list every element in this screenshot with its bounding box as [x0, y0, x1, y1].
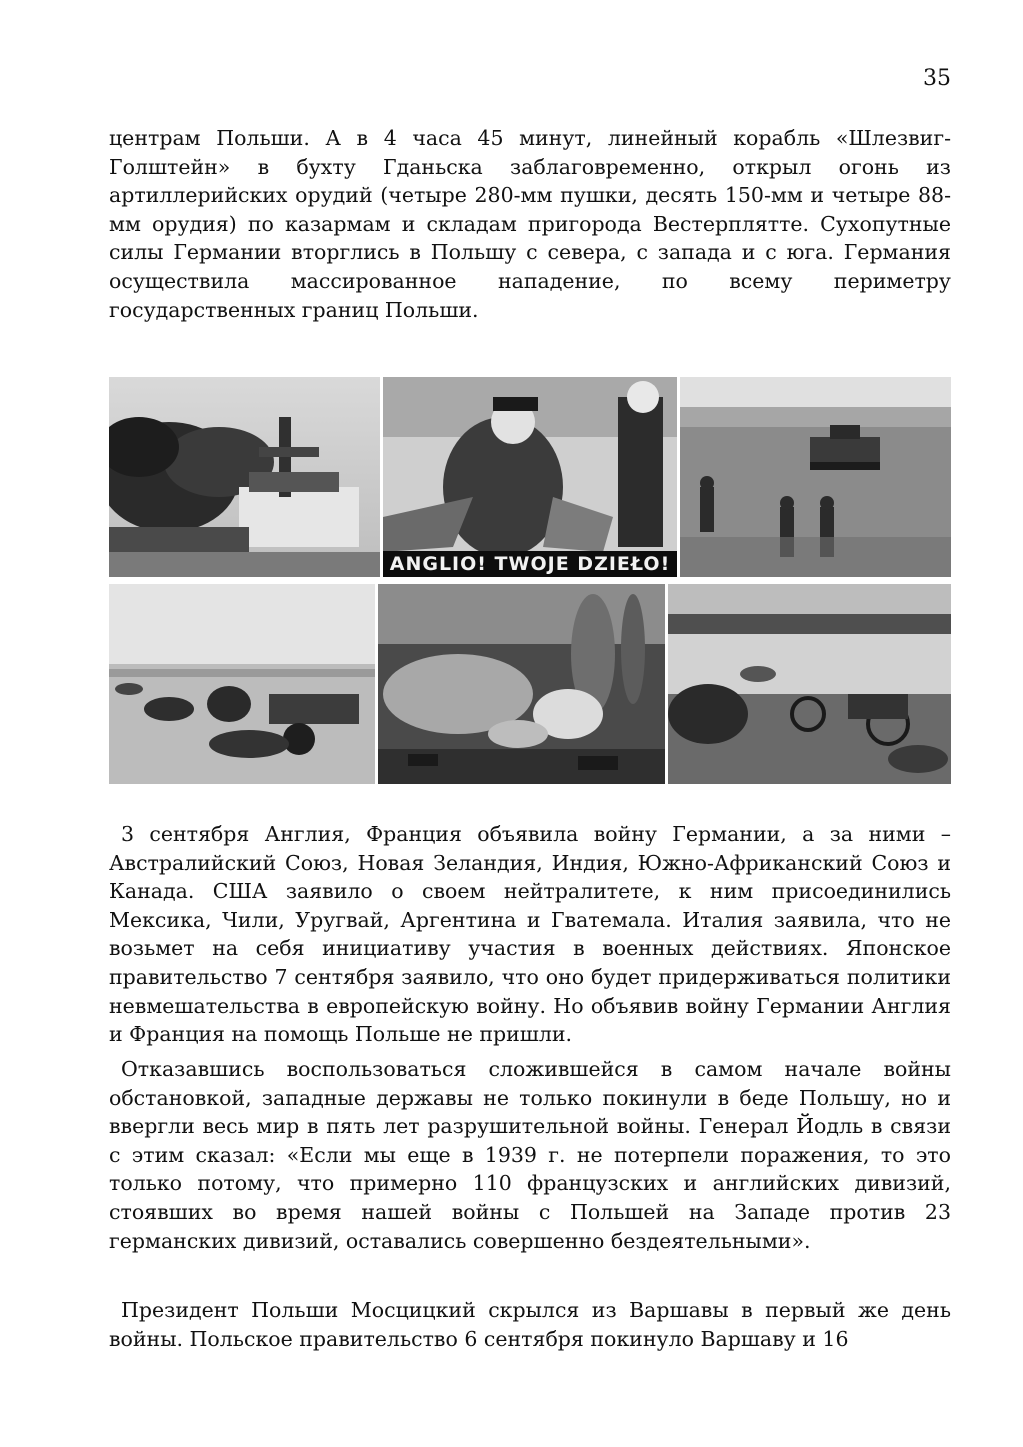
explosions-battlefield-photo — [378, 584, 665, 784]
battleship-photo — [109, 377, 380, 577]
propaganda-poster — [383, 377, 677, 577]
destroyed-convoy-river-photo — [668, 584, 951, 784]
soldiers-antitank-gun-photo — [109, 584, 375, 784]
paragraph-moscicki: Президент Польши Мосцицкий скрылся из Варшавы в первый же день войны. Польское правительство 6 сентября покинуло Варшаву и 16 — [109, 1298, 951, 1351]
paragraph-jodl-quote: Отказавшись воспользоваться сложившейся в самом начале войны обстановкой, западные державы не только покинули в беде Польшу, но и ввергли весь мир в пять лет разрушительной войны. Генерал Йодль в связи с этим сказал: «Если мы еще в 1939 г. не потерпели поражения, то это только потому, что примерно 110 французских и английских дивизий, стоявших во время нашей войны с Польшей на Западе против 23 германских дивизий, оставались совершенно бездеятельными». — [109, 1057, 951, 1253]
paragraph-westerplatte: центрам Польши. А в 4 часа 45 минут, линейный корабль «Шлезвиг-Голштейн» в бухту Гданьска заблаговременно, открыл огонь из артиллерийских орудий (четыре 280-мм пушки, десять 150-мм и четыре 88-мм орудия) по казармам и складам пригорода Вестерплятте. Сухопутные силы Германии вторглись в Польшу с севера, с запада и с юга. Германия осуществила массированное нападение, по всему периметру государственных границ Польши. — [109, 126, 951, 322]
paragraph-war-declarations: 3 сентября Англия, Франция объявила войну Германии, а за ними – Австралийский Союз, Новая Зеландия, Индия, Южно-Африканский Союз и Канада. США заявило о своем нейтралитете, к ним присоединились Мексика, Чили, Уругвай, Аргентина и Гватемала. Италия заявила, что не возьмет на себя инициативу участия в военных действиях. Японское правительство 7 сентября заявило, что оно будет придерживаться политики невмешательства в европейскую войну. Но объявив войну Германии Англия и Франция на помощь Польше не пришли. — [109, 822, 951, 1047]
poster-caption: ANGLIO! TWOJE DZIEŁO! — [383, 551, 677, 577]
tanks-field-photo — [680, 377, 951, 577]
page-number: 35 — [923, 66, 951, 91]
